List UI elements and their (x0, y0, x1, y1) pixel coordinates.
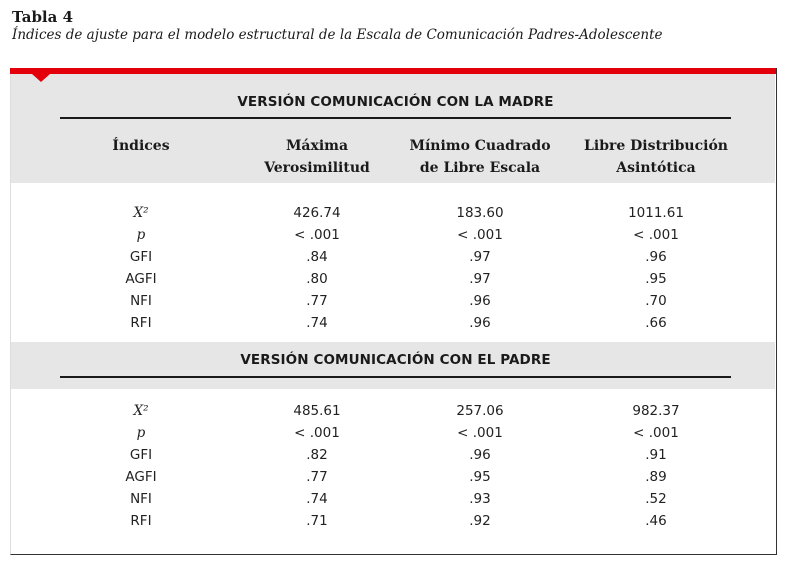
table-cell: < .001 (457, 425, 503, 441)
table-row (0, 422, 786, 444)
table-cell: .70 (645, 293, 667, 309)
table-cell: 257.06 (456, 403, 504, 419)
table-cell: .74 (306, 491, 328, 507)
table-cell: .66 (645, 315, 667, 331)
table-row (0, 268, 786, 290)
header-line: Verosimilitud (264, 160, 370, 176)
table-row (0, 246, 786, 268)
header-line: Índices (112, 138, 170, 154)
table-row (0, 290, 786, 312)
table-cell: .96 (469, 447, 491, 463)
section-title-father: VERSIÓN COMUNICACIÓN CON EL PADRE (240, 352, 551, 368)
table-cell: < .001 (294, 227, 340, 243)
table-row (0, 466, 786, 488)
table-cell: .77 (306, 469, 328, 485)
section-rule-mother (60, 117, 731, 119)
table-cell: .95 (469, 469, 491, 485)
row-index-label: NFI (130, 293, 152, 309)
table-cell: 485.61 (293, 403, 341, 419)
table-cell: .71 (306, 513, 328, 529)
table-cell: .92 (469, 513, 491, 529)
table-row (0, 400, 786, 422)
table-cell: .74 (306, 315, 328, 331)
column-header-minimo-cuadrado (395, 135, 565, 179)
table-cell: < .001 (633, 425, 679, 441)
table-cell: 426.74 (293, 205, 341, 221)
row-index-label: RFI (130, 513, 152, 529)
table-cell: .89 (645, 469, 667, 485)
table-cell: .84 (306, 249, 328, 265)
header-line: de Libre Escala (419, 160, 541, 176)
header-line: Asintótica (616, 160, 696, 176)
table-cell: < .001 (457, 227, 503, 243)
table-cell: .91 (645, 447, 667, 463)
table-subtitle: Índices de ajuste para el modelo estructural de la Escala de Comunicación Padres-Adolescente (12, 27, 663, 43)
table-cell: .96 (469, 315, 491, 331)
table-cell: 183.60 (456, 205, 504, 221)
row-index-label: p (136, 227, 146, 243)
table-cell: .96 (645, 249, 667, 265)
row-index-label: AGFI (125, 469, 157, 485)
table-row (0, 488, 786, 510)
table-cell: < .001 (294, 425, 340, 441)
header-line: Mínimo Cuadrado (409, 138, 551, 154)
table-cell: .95 (645, 271, 667, 287)
row-index-label: X² (133, 205, 149, 221)
column-header-indices (81, 135, 201, 157)
table-cell: .77 (306, 293, 328, 309)
row-index-label: X² (133, 403, 149, 419)
table-row (0, 444, 786, 466)
table-cell: .97 (469, 271, 491, 287)
table-cell: .46 (645, 513, 667, 529)
table-cell: .97 (469, 249, 491, 265)
table-cell: .96 (469, 293, 491, 309)
section-rule-father (60, 376, 731, 378)
row-index-label: RFI (130, 315, 152, 331)
header-line: Libre Distribución (584, 138, 728, 154)
table-cell: .80 (306, 271, 328, 287)
row-index-label: NFI (130, 491, 152, 507)
table-caption (12, 8, 663, 44)
row-index-label: GFI (129, 447, 153, 463)
table-cell: 1011.61 (628, 205, 684, 221)
table-number: Tabla 4 (12, 8, 74, 26)
row-index-label: GFI (129, 249, 153, 265)
table-cell: .82 (306, 447, 328, 463)
table-row (0, 312, 786, 334)
table-row (0, 202, 786, 224)
accent-tab (32, 74, 50, 82)
column-header-libre-distribucion (571, 135, 741, 179)
row-index-label: p (136, 425, 146, 441)
header-line: Máxima (285, 138, 349, 154)
table-row (0, 224, 786, 246)
accent-bar (10, 68, 776, 74)
row-index-label: AGFI (125, 271, 157, 287)
column-header-maxima-verosimilitud (237, 135, 397, 179)
table-cell: .93 (469, 491, 491, 507)
section-title-mother: VERSIÓN COMUNICACIÓN CON LA MADRE (237, 94, 554, 110)
table-row (0, 510, 786, 532)
table-cell: < .001 (633, 227, 679, 243)
table-cell: 982.37 (632, 403, 680, 419)
table-cell: .52 (645, 491, 667, 507)
